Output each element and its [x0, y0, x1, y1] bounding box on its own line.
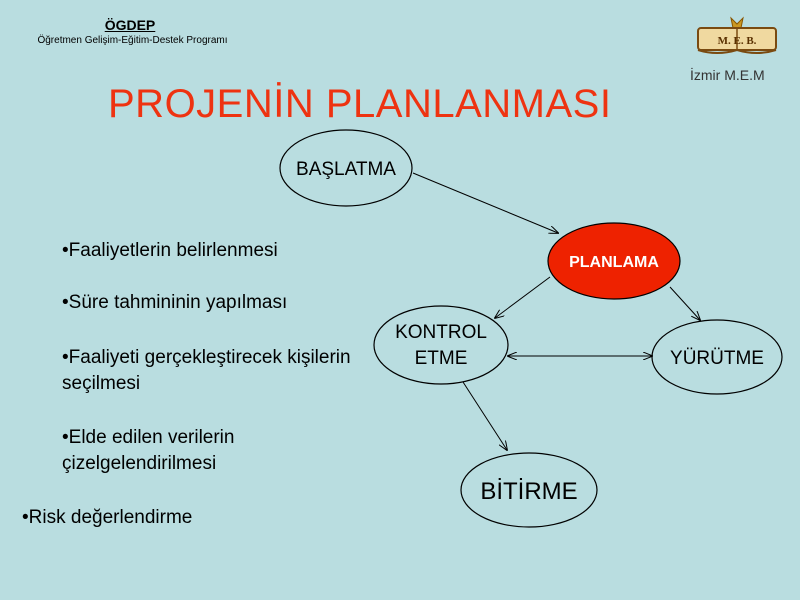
bullet-item: •Süre tahmininin yapılması	[62, 292, 288, 313]
arrow-planlama-yurutme	[670, 287, 700, 320]
logo-text: M. E. B.	[717, 35, 757, 47]
node-bitirme-label: BİTİRME	[480, 478, 578, 505]
program-subtitle: Öğretmen Gelişim-Eğitim-Destek Programı	[37, 35, 228, 46]
arrow-kontrol-bitirme	[463, 382, 507, 450]
node-kontrol-label-1: KONTROL	[395, 322, 487, 343]
node-baslatma-label: BAŞLATMA	[296, 159, 396, 180]
arrow-planlama-kontrol	[495, 277, 550, 318]
org-title: ÖGDEP	[104, 17, 156, 33]
city-label: İzmir M.E.M	[690, 67, 765, 83]
bullet-item: •Elde edilen verilerin çizelgelendirilmesi	[62, 427, 235, 474]
bullet-item: •Risk değerlendirme	[22, 507, 193, 528]
node-kontrol-etme	[374, 306, 508, 384]
page-title: PROJENİN PLANLANMASI	[108, 82, 612, 126]
node-yurutme-label: YÜRÜTME	[670, 348, 764, 369]
node-kontrol-label-2: ETME	[414, 348, 468, 369]
node-planlama-label: PLANLAMA	[569, 254, 659, 271]
arrow-baslatma-planlama	[413, 173, 558, 233]
bullet-item: •Faaliyetlerin belirlenmesi	[62, 240, 278, 261]
bullet-item: •Faaliyeti gerçekleştirecek kişilerin seçilmesi	[62, 347, 351, 394]
